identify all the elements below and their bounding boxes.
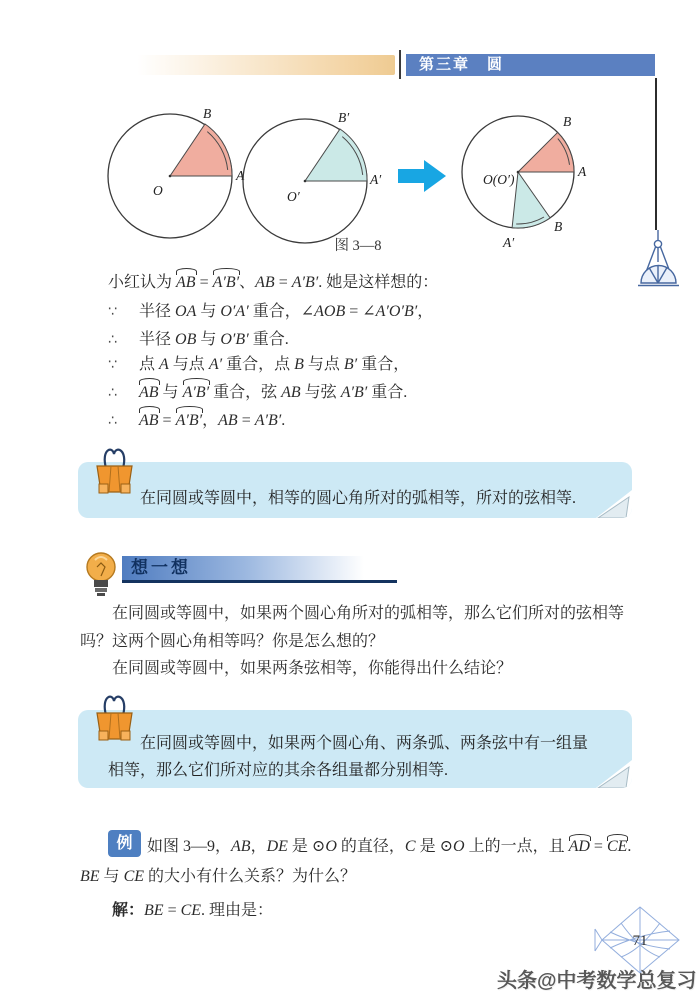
note-box-1-text: 在同圆或等圆中，相等的圆心角所对的弧相等，所对的弦相等.: [140, 490, 577, 507]
because-symbol: ∵: [108, 304, 117, 320]
circle-3: [462, 114, 587, 250]
think-paragraphs: [80, 600, 640, 683]
chapter-title: 第三章 圆: [419, 56, 505, 73]
therefore-symbol: ∴: [108, 413, 117, 429]
circle-1: [108, 106, 245, 238]
proof-line-1-text: 半径 OA 与 O′A′ 重合，∠AOB = ∠A′O′B′，: [139, 303, 434, 320]
watermark: 头条@中考数学总复习: [497, 970, 697, 992]
proof-line-4-text: AB 与 A′B′ 重合，弦 AB 与弦 A′B′ 重合.: [139, 384, 407, 401]
lightbulb-icon: [80, 550, 122, 600]
circle1-label-b: B: [203, 106, 212, 121]
proof-line-1: [108, 301, 433, 323]
figure-caption: 图 3—8: [334, 238, 382, 254]
circle1-label-a: A: [236, 168, 245, 183]
solution-line: [112, 897, 273, 920]
proof-line-3-text: 点 A 与点 A′ 重合，点 B 与点 B′ 重合，: [139, 356, 410, 373]
proof-line-5-text: AB = A′B′，AB = A′B′.: [139, 412, 285, 429]
binder-clip-icon: [91, 688, 139, 746]
page-curl-icon: [596, 760, 632, 788]
header-accent-bar: [137, 55, 395, 75]
circle1-label-o: O: [153, 183, 163, 198]
proof-intro: [108, 272, 438, 294]
think-banner: [122, 556, 397, 583]
proof-intro-text: 小红认为 AB = A′B′、AB = A′B′. 她是这样想的：: [108, 274, 438, 291]
therefore-symbol: ∴: [108, 332, 117, 348]
chapter-banner: [406, 54, 655, 76]
circle3-label-b: B: [563, 114, 572, 129]
figure-3-8: [85, 95, 670, 300]
therefore-symbol: ∴: [108, 385, 117, 401]
proof-line-2-text: 半径 OB 与 O′B′ 重合.: [139, 331, 289, 348]
example-line-2: BE 与 CE 的大小有什么关系？为什么？: [80, 868, 357, 885]
note-box-2: [78, 710, 632, 788]
example-line-1: 如图 3—9，AB，DE 是 ⊙O 的直径，C 是 ⊙O 上的一点，且 AD = CE.: [147, 838, 632, 855]
circle2-label-o: O′: [287, 189, 300, 204]
think-paragraph-2: 在同圆或等圆中，如果两条弦相等，你能得出什么结论？: [112, 660, 513, 677]
think-paragraph-1: 在同圆或等圆中，如果两个圆心角所对的弧相等，那么它们所对的弦相等吗？这两个圆心角相等吗？你是怎么想的？: [80, 605, 625, 650]
proof-line-5: [108, 410, 285, 432]
circle3-label-a: A: [578, 164, 587, 179]
because-symbol: ∵: [108, 357, 117, 373]
solution-text: BE = CE. 理由是：: [144, 902, 274, 919]
circle-2: [243, 110, 382, 243]
arrow-icon: [398, 160, 446, 192]
solution-label: 解：: [112, 902, 145, 919]
proof-line-2: [108, 329, 289, 351]
binder-clip-icon: [91, 441, 139, 499]
proof-line-3: [108, 354, 409, 376]
proof-line-4: [108, 382, 407, 404]
note-box-1: [78, 462, 632, 518]
page-number: 71: [632, 933, 648, 949]
think-title: 想一想: [131, 558, 191, 577]
circle3-label-a2: A′: [503, 235, 515, 250]
page-curl-icon: [596, 490, 632, 518]
circle2-label-b: B′: [338, 110, 350, 125]
circle3-label-b2: B: [554, 219, 563, 234]
circle3-label-o: O(O′): [483, 172, 515, 187]
note-box-2-text: 在同圆或等圆中，如果两个圆心角、两条弧、两条弦中有一组量相等，那么它们所对应的其余各组量都分别相等.: [108, 735, 589, 779]
example-badge: 例: [108, 830, 141, 857]
header-divider: [399, 50, 401, 79]
circle2-label-a: A′: [370, 172, 382, 187]
